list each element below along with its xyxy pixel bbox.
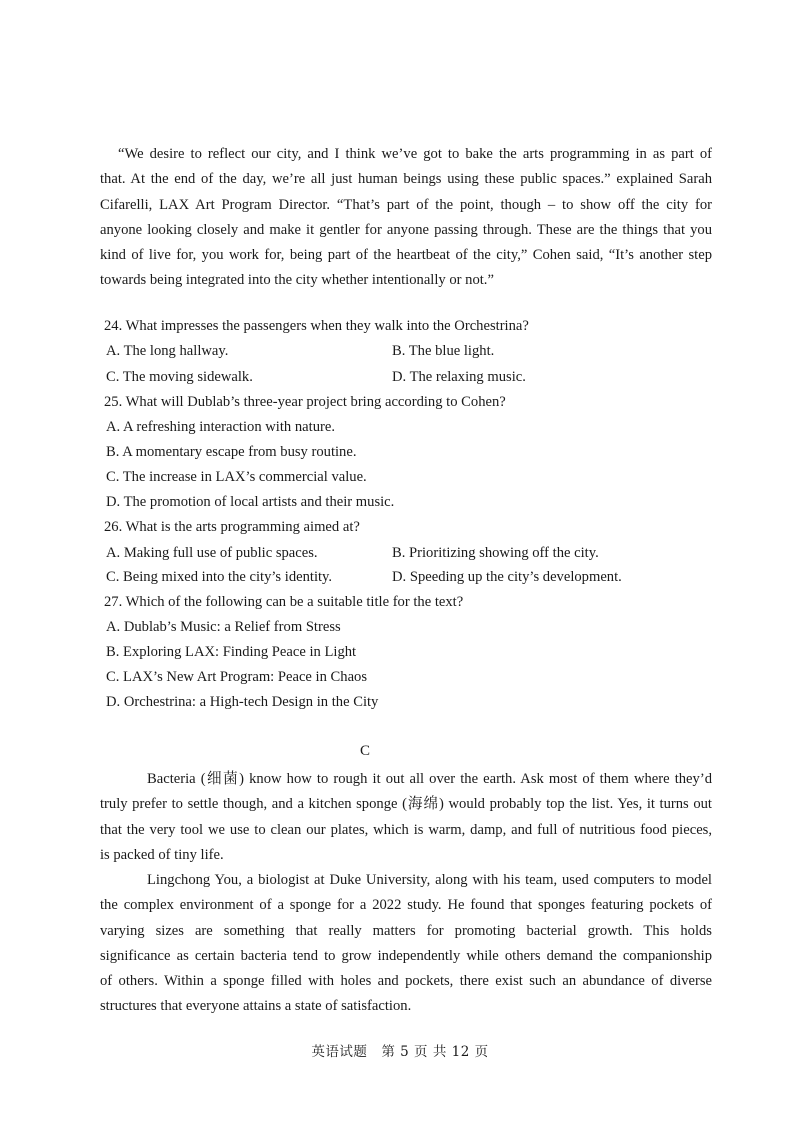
question-26-option-d[interactable]: D. Speeding up the city’s development. (392, 569, 622, 585)
question-27-option-a[interactable]: A. Dublab’s Music: a Relief from Stress (106, 619, 341, 635)
paragraph-line: kind of live for, you work for, being part of the heartbeat of the city,” Cohen said, “It’s another step (100, 247, 712, 264)
question-24-option-d[interactable]: D. The relaxing music. (392, 369, 526, 385)
paragraph-line: is packed of tiny life. (100, 846, 224, 863)
question-24-option-b[interactable]: B. The blue light. (392, 343, 495, 359)
section-c-paragraph-2 (100, 868, 712, 1020)
paragraph-line: structures that everyone attains a state of satisfaction. (100, 998, 412, 1015)
paragraph-line: that. At the end of the day, we’re all just human beings using these public spaces.” explained Sarah (100, 171, 712, 188)
section-c-paragraph-1 (100, 767, 712, 868)
paragraph-line: of others. Within a sponge filled with holes and pockets, there exist such an abundance of diverse (100, 973, 712, 990)
paragraph-line: “We desire to reflect our city, and I think we’ve got to bake the arts programming in as part of (118, 146, 712, 162)
question-27-option-c[interactable]: C. LAX’s New Art Program: Peace in Chaos (106, 669, 368, 685)
question-24-stem: 24. What impresses the passengers when they walk into the Orchestrina? (104, 318, 529, 334)
question-25-stem: 25. What will Dublab’s three-year project bring according to Cohen? (104, 394, 506, 410)
question-26-option-a[interactable]: A. Making full use of public spaces. (106, 545, 318, 561)
passage-b-final-paragraph (100, 142, 712, 294)
question-27-stem: 27. Which of the following can be a suitable title for the text? (104, 594, 464, 610)
question-24-option-a[interactable]: A. The long hallway. (106, 343, 229, 359)
paragraph-line: that the very tool we use to clean our plates, which is warm, damp, and full of nutritious food pieces, (100, 821, 712, 838)
paragraph-line: towards being integrated into the city whether intentionally or not.” (100, 272, 494, 289)
paragraph-line: the complex environment of a sponge for a 2022 study. He found that sponges featuring pockets of (100, 897, 712, 914)
question-26-option-b[interactable]: B. Prioritizing showing off the city. (392, 545, 599, 561)
paragraph-line: Bacteria (细菌) know how to rough it out all over the earth. Ask most of them where they’d (147, 771, 712, 787)
question-26-stem: 26. What is the arts programming aimed at? (104, 519, 360, 535)
paragraph-line: significance as certain bacteria tend to grow independently while others demand the companionship (100, 947, 712, 964)
question-27-option-b[interactable]: B. Exploring LAX: Finding Peace in Light (106, 644, 357, 660)
question-27-option-d[interactable]: D. Orchestrina: a High-tech Design in the City (106, 694, 379, 710)
paragraph-line: truly prefer to settle though, and a kitchen sponge (海绵) would probably top the list. Yes, it turns out (100, 796, 712, 813)
paragraph-line: Cifarelli, LAX Art Program Director. “That’s part of the point, though – to show off the city for (100, 196, 712, 213)
question-25-option-b[interactable]: B. A momentary escape from busy routine. (106, 444, 357, 460)
paragraph-line: Lingchong You, a biologist at Duke University, along with his team, used computers to model (147, 872, 712, 888)
question-25-option-a[interactable]: A. A refreshing interaction with nature. (106, 419, 335, 435)
question-25-option-c[interactable]: C. The increase in LAX’s commercial value. (106, 469, 367, 485)
question-26-option-c[interactable]: C. Being mixed into the city’s identity. (106, 569, 333, 585)
section-c-heading: C (360, 743, 371, 759)
question-24-option-c[interactable]: C. The moving sidewalk. (106, 369, 253, 385)
paragraph-line: varying sizes are something that really matters for promoting bacterial growth. This holds (100, 922, 712, 939)
question-25-option-d[interactable]: D. The promotion of local artists and their music. (106, 494, 395, 510)
page-footer: 英语试题 第 5 页 共 12 页 (311, 1044, 489, 1060)
paragraph-line: anyone looking closely and make it gentler for anyone passing through. These are the things that you (100, 221, 712, 238)
